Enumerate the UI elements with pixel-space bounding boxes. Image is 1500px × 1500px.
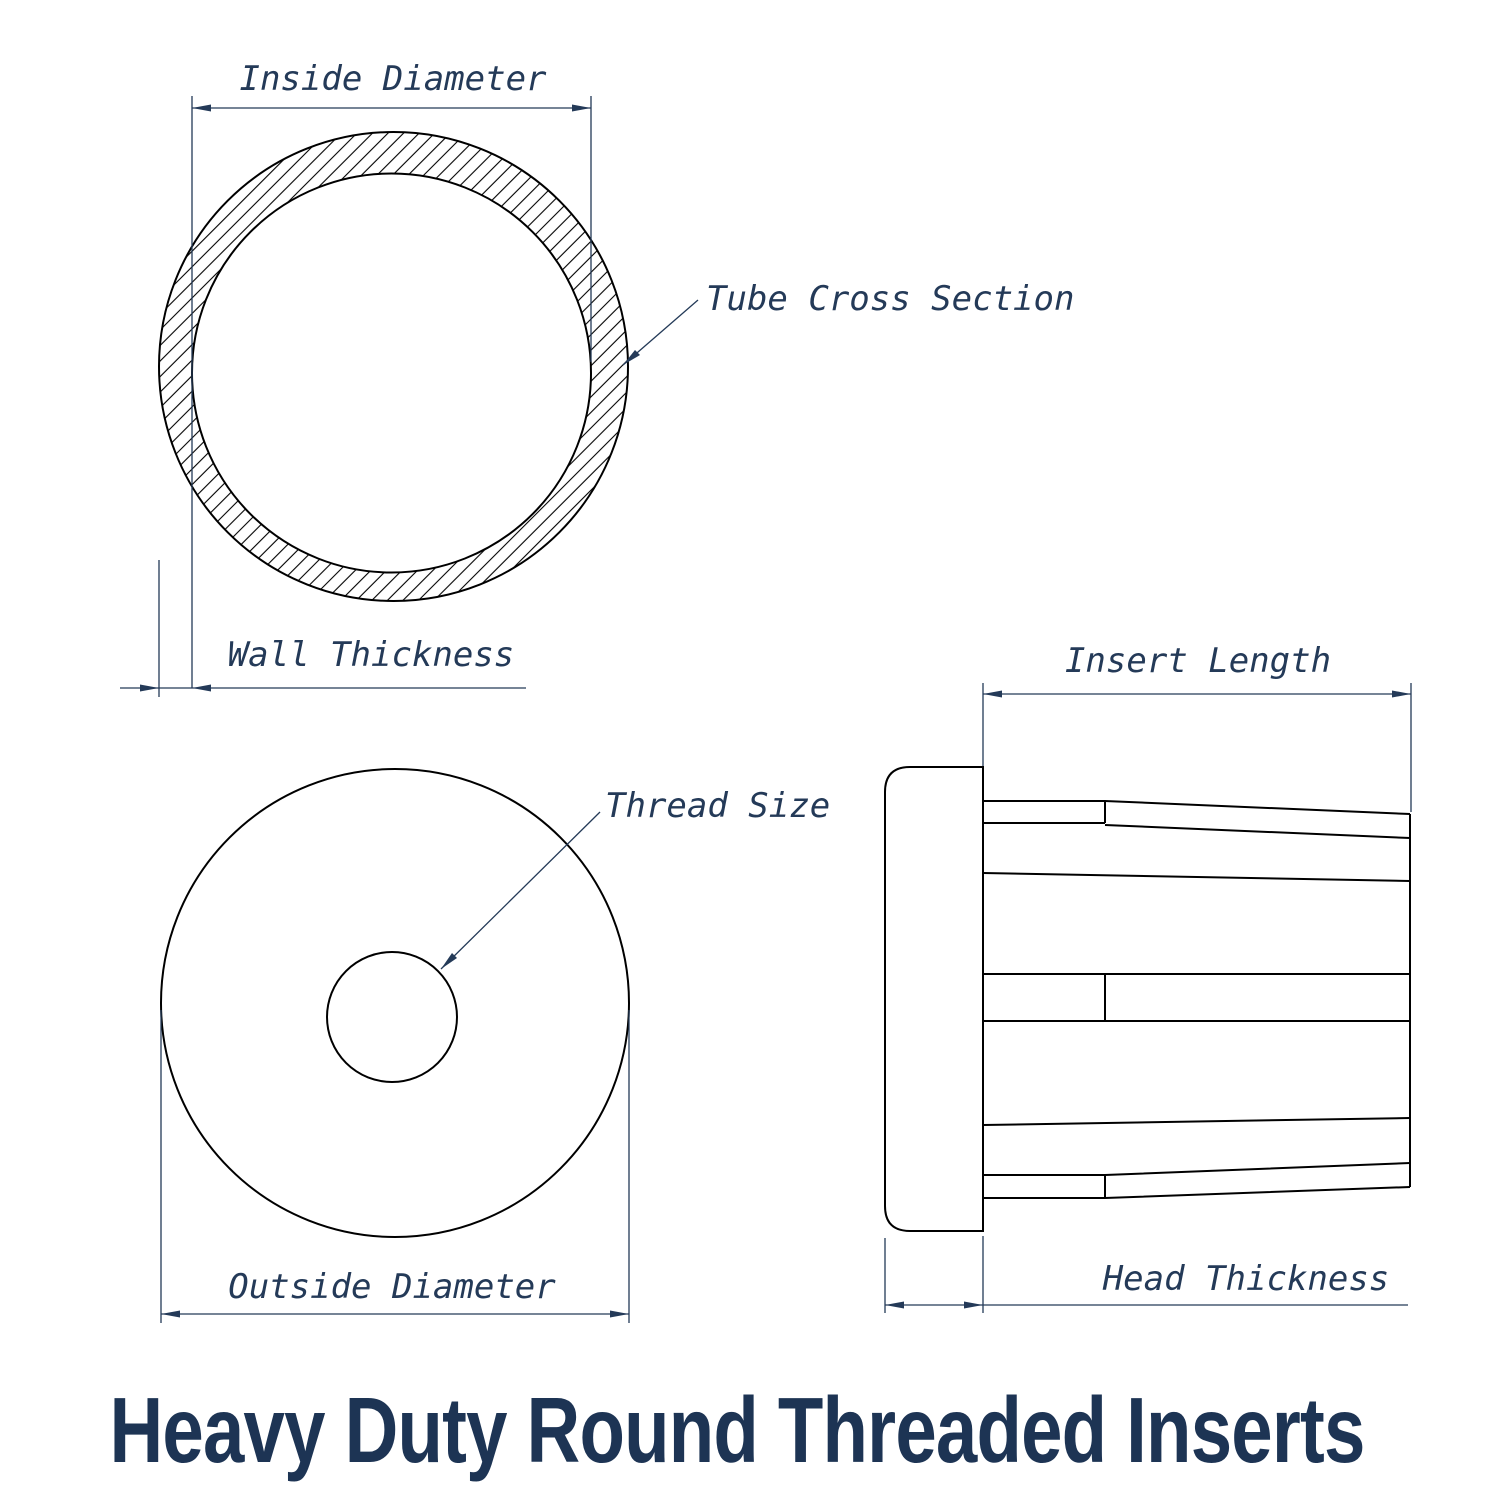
body-taper-lower [983, 1118, 1410, 1125]
annotation-labels [228, 59, 1390, 1307]
arrow-head-thickness-left [885, 1302, 904, 1309]
tube-wall-hatch [159, 132, 628, 601]
arrow-inside-diameter-right [572, 105, 591, 112]
label-inside-diameter: Inside Diameter [239, 59, 547, 99]
arrow-head-thickness-right [964, 1302, 983, 1309]
insert-thread-hole [327, 952, 457, 1082]
label-head-thickness: Head Thickness [1102, 1259, 1390, 1299]
body-rib-top [983, 801, 1410, 838]
body-rib-bottom [983, 1163, 1410, 1198]
arrow-wall-thickness-right [192, 685, 211, 692]
label-tube-cross-section: Tube Cross Section [706, 279, 1075, 319]
arrow-inside-diameter-left [192, 105, 211, 112]
arrow-outside-diameter-left [161, 1311, 180, 1318]
body-rib-middle [983, 974, 1410, 1021]
insert-outer-circle [161, 769, 629, 1237]
arrow-wall-thickness-left [140, 685, 159, 692]
tube-inner-circle [192, 174, 591, 573]
label-wall-thickness: Wall Thickness [227, 635, 515, 675]
arrow-insert-length-left [983, 691, 1002, 698]
leader-thread-size [441, 812, 600, 969]
insert-head-profile [885, 767, 983, 1231]
insert-body-profile [983, 801, 1410, 1198]
arrow-insert-length-right [1392, 691, 1411, 698]
page-title: Heavy Duty Round Threaded Inserts [109, 1378, 1365, 1482]
body-bottom-silhouette [983, 1187, 1410, 1198]
arrow-outside-diameter-right [610, 1311, 629, 1318]
body-top-silhouette [983, 801, 1410, 814]
label-thread-size: Thread Size [605, 786, 831, 826]
label-outside-diameter: Outside Diameter [228, 1267, 556, 1307]
label-insert-length: Insert Length [1064, 641, 1332, 681]
body-taper-upper [983, 873, 1410, 881]
